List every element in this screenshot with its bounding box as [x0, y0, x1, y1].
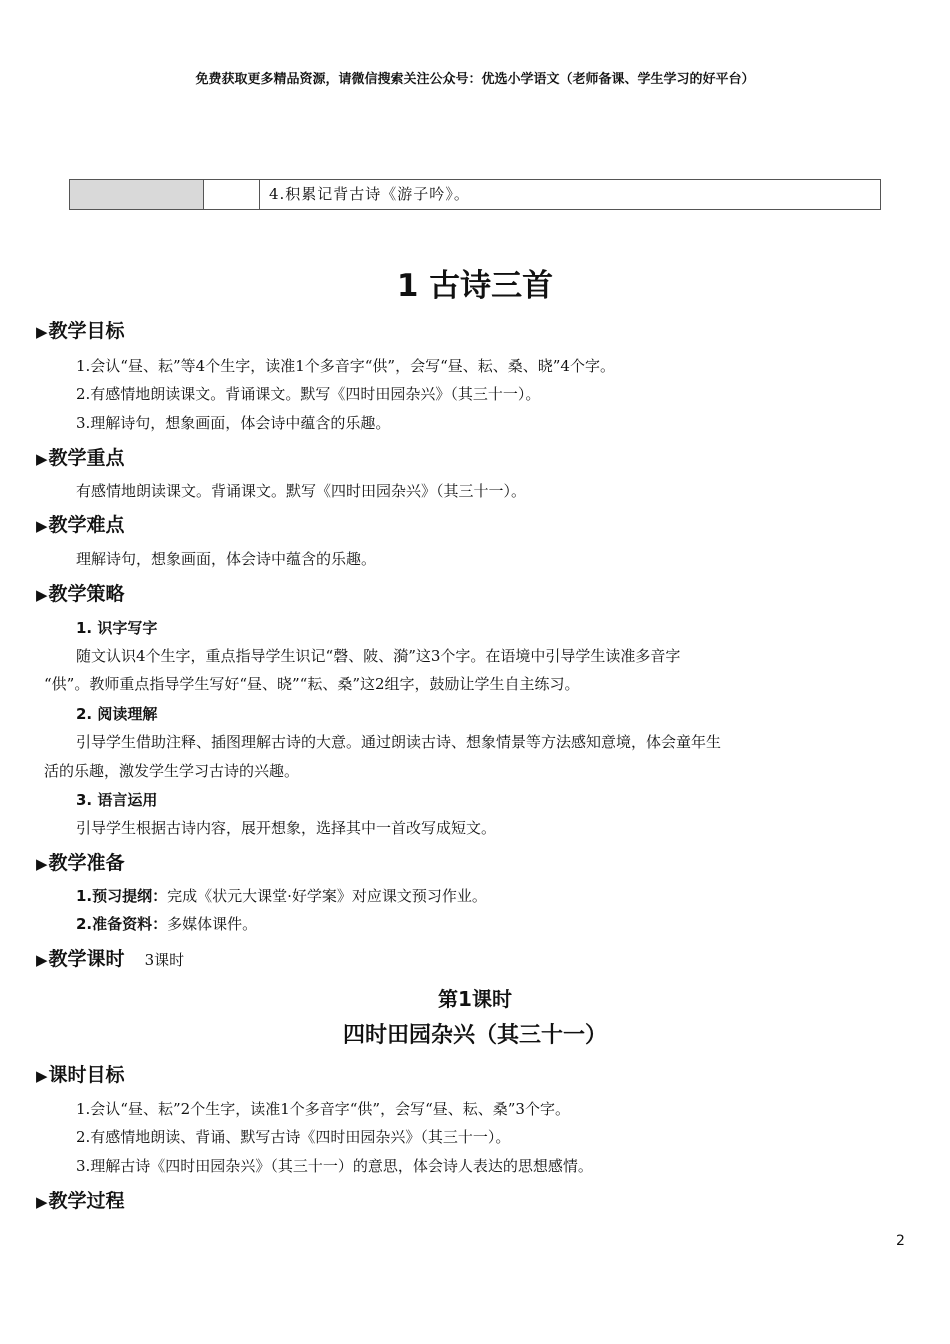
section-strategy-heading: ▶教学策略 [36, 583, 125, 605]
triangle-icon: ▶ [36, 517, 48, 535]
keypoints-text: 有感情地朗读课文。背诵课文。默写《四时田园杂兴》（其三十一）。 [76, 482, 527, 500]
section-hours-heading: ▶教学课时 3课时 [36, 948, 185, 970]
triangle-icon: ▶ [36, 323, 48, 341]
period-title: 第1课时 [438, 987, 512, 1011]
section-prep-heading: ▶教学准备 [36, 852, 125, 874]
table-cell-empty [204, 180, 260, 209]
strategy-sub1-line2: “供”。教师重点指导学生写好“昼、晓”“耘、桑”这2组字，鼓励让学生自主练习。 [44, 675, 580, 693]
strategy-sub3-line1: 引导学生根据古诗内容，展开想象，选择其中一首改写成短文。 [76, 819, 497, 837]
strategy-sub3-title: 3. 语言运用 [76, 791, 158, 809]
section-period-goals-heading: ▶课时目标 [36, 1064, 125, 1086]
section-difficulties-heading: ▶教学难点 [36, 514, 125, 536]
poem-title: 四时田园杂兴（其三十一） [342, 1023, 607, 1048]
strategy-sub1-title: 1. 识字写字 [76, 619, 158, 637]
triangle-icon: ▶ [36, 951, 48, 969]
section-process-heading: ▶教学过程 [36, 1190, 125, 1212]
table-cell-text: 4.积累记背古诗《游子吟》。 [269, 185, 470, 203]
section-keypoints-heading: ▶教学重点 [36, 447, 125, 469]
hours-value: 3课时 [144, 951, 185, 969]
triangle-icon: ▶ [36, 855, 48, 873]
header-banner: 免费获取更多精品资源，请微信搜索关注公众号：优选小学语文（老师备课、学生学习的好平台） [195, 72, 755, 87]
carryover-table [69, 179, 881, 210]
triangle-icon: ▶ [36, 1067, 48, 1085]
strategy-sub2-title: 2. 阅读理解 [76, 705, 158, 723]
strategy-sub2-line2: 活的乐趣，激发学生学习古诗的兴趣。 [44, 762, 300, 780]
table-cell-shaded [70, 180, 204, 209]
strategy-sub1-line1: 随文认识4个生字，重点指导学生识记“磬、陂、漪”这3个字。在语境中引导学生读准多音字 [76, 647, 681, 665]
page-number: 2 [896, 1233, 905, 1249]
triangle-icon: ▶ [36, 450, 48, 468]
period-goal-2: 2.有感情地朗读、背诵、默写古诗《四时田园杂兴》（其三十一）。 [76, 1128, 511, 1146]
period-goal-1: 1.会认“昼、耘”2个生字，读准1个多音字“供”，会写“昼、耘、桑”3个字。 [76, 1100, 570, 1118]
period-goal-3: 3.理解古诗《四时田园杂兴》（其三十一）的意思，体会诗人表达的思想感情。 [76, 1157, 593, 1175]
section-goals-heading: ▶教学目标 [36, 320, 125, 342]
difficulties-text: 理解诗句，想象画面，体会诗中蕴含的乐趣。 [76, 550, 377, 568]
goal-item-3: 3.理解诗句，想象画面，体会诗中蕴含的乐趣。 [76, 414, 391, 432]
goal-item-2: 2.有感情地朗读课文。背诵课文。默写《四时田园杂兴》（其三十一）。 [76, 385, 541, 403]
triangle-icon: ▶ [36, 586, 48, 604]
goal-item-1: 1.会认“昼、耘”等4个生字，读准1个多音字“供”，会写“昼、耘、桑、晓”4个字。 [76, 357, 615, 375]
prep-item-2: 2.准备资料：多媒体课件。 [76, 915, 258, 933]
prep-item-1: 1.预习提纲：完成《状元大课堂·好学案》对应课文预习作业。 [76, 887, 487, 905]
triangle-icon: ▶ [36, 1193, 48, 1211]
lesson-title: 1 古诗三首 [396, 268, 554, 304]
strategy-sub2-line1: 引导学生借助注释、插图理解古诗的大意。通过朗读古诗、想象情景等方法感知意境，体会童年生 [76, 733, 722, 751]
